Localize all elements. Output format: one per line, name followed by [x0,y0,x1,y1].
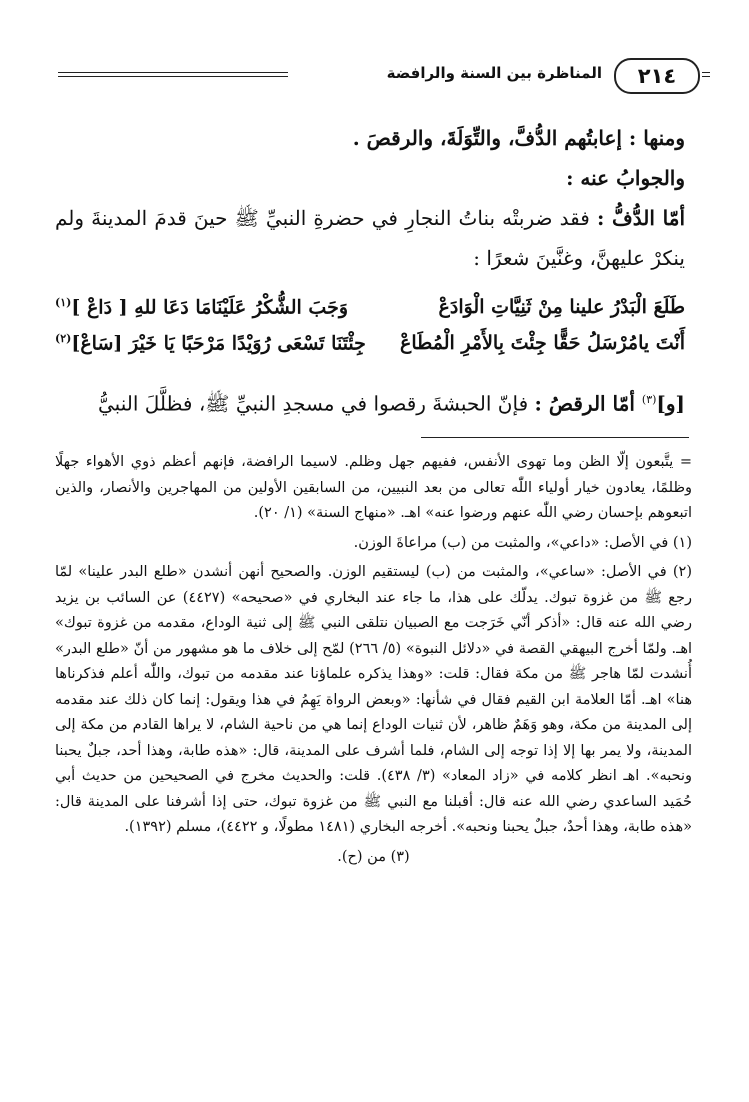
verse-1-b-text: وَجَبَ الشُّكْرُ عَلَيْنَامَا دَعَا للهِ [ دَاعْ ] [71,296,348,319]
footnote-continuation: = يتَّبعون إلّا الظن وما تهوى الأنفس، ففيهم جهل وظلم. لاسيما الرافضة، فإنهم أعظم ذوي الأهواء جهلًا وظلمًا، يعادون خيار أولياء اللّٰه تعالى من بعد النبيين، من السابقين الأولين من المهاجرين والأنصار، والذين اتبعوهم بإحسان رضي اللّٰه عنهم ورضوا عنه» اهـ. «منهاج السنة» (١/ ٢٠). [55,454,692,521]
footnote-separator [421,437,689,438]
footnote-1: (١) في الأصل: «داعي»، والمثبت من (ب) مراعاةَ الوزن. [353,534,692,551]
answer-heading: والجوابُ عنه : [566,166,685,190]
verse-1-second-hemistich [55,296,348,318]
verse-2-second-hemistich [55,332,366,354]
poem-verse-2 [55,332,685,368]
poem-verse-1 [55,296,685,332]
main-text [55,118,685,278]
dance-lead: أمّا الرقصُ : [534,391,642,416]
poem [55,296,685,368]
dance-prefix: [و] [656,391,685,416]
verse-2-b-text: جِئْتَنَا تَسْعَى رُوَيْدًا مَرْحَبًا يَا خَيْرَ [سَاعْ] [71,332,366,355]
footnote-ref-3: (٣) [641,393,657,406]
dance-line [55,380,685,424]
footnotes [55,450,692,874]
footnote-ref-1: (١) [55,296,72,309]
topic-line: ومنها : إعابتُهم الدُّفَّ، والتِّوَلَةَ، والرقصَ . [352,126,685,150]
dance-paragraph [55,380,685,424]
footnote-ref-2: (٢) [55,332,72,345]
page-number: ٢١٤ [614,58,700,94]
header-rule-left [58,72,288,77]
running-title: المناظرة بين السنة والرافضة [386,64,602,82]
footnote-2: (٢) في الأصل: «ساعي»، والمثبت من (ب) ليستقيم الوزن. والصحيح أنهن أنشدن «طلع البدر علينا» لمّا رجع ﷺ من غزوة تبوك. يدلّك على هذا، ما جاء عند البخاري في «صحيحه» (٤٤٢٧) عن السائب بن يزيد رضي الله عنه قال: «أذكر أنّي خَرَجت مع الصبيان نتلقى النبي ﷺ إلى ثنية الوداع، مقدمه من غزوة تبوك» اهـ. ولمّا أخرج البيهقي القصة في «دلائل النبوة» (٥/ ٢٦٦) لمّح إلى خلاف ما هو مشهور من أنّ «طلع البدر» أُنشدت لمّا هاجر ﷺ من مكة فقال: قلت: «وهذا يذكره علماؤنا عند مقدمه من تبوك، واللّٰه أعلم فذكرناها هنا» اهـ. أمّا العلامة ابن القيم فقال في شأنها: «وبعض الرواة يَهِمُ في هذا ويقول: إنما كان ذلك عند مقدمه إلى المدينة من مكة، وهو وَهَمٌ ظاهر، لأن ثنيات الوداع إنما هي من ناحية الشام، لا يراها القادم من مكة إلى المدينة، ولا يمر بها إلا إذا توجه إلى الشام، فلما أشرف على المدينة، قال: «هذه طابة، وهذا أحد، جبلٌ يحبنا ونحبه». اهـ انظر كلامه في «زاد المعاد» (٣/ ٤٣٨). قلت: والحديث مخرج في الصحيحين من حديث أبي حُمَيد الساعدي رضي الله عنه قال: أقبلنا مع النبي ﷺ من غزوة تبوك، حتى إذا أشرفنا على المدينة قال: «هذه طابة، وهذا أحدٌ، جبلٌ يحبنا ونحبه». أخرجه البخاري (١٤٨١ مطولًا، و ٤٤٢٢)، مسلم (١٣٩٢). [55,564,693,835]
header-rule-right [702,72,710,77]
duff-text: فقد ضربتْه بناتُ النجارِ في حضرةِ النبيِّ ﷺ حينَ قدمَ المدينةَ ولم ينكرْ عليهنَّ، وغنَّينَ شعرًا : [55,206,685,270]
dance-text: فإنّ الحبشةَ رقصوا في مسجدِ النبيِّ ﷺ، فظلَّلَ النبيُّ [98,391,535,416]
verse-1-first-hemistich: طَلَعَ الْبَدْرُ علينا مِنْ ثَنِيَّاتِ الْوَادَعْ [438,296,685,318]
duff-lead: أمّا الدُّفُّ : [596,206,686,230]
duff-paragraph [55,198,685,278]
footnote-3: (٣) من (ح). [337,848,410,865]
verse-2-first-hemistich: أَنْتَ يامُرْسَلُ حَقًّا جِئْتَ بِالأَمْرِ الْمُطَاعْ [400,332,685,354]
page-header [58,56,710,96]
